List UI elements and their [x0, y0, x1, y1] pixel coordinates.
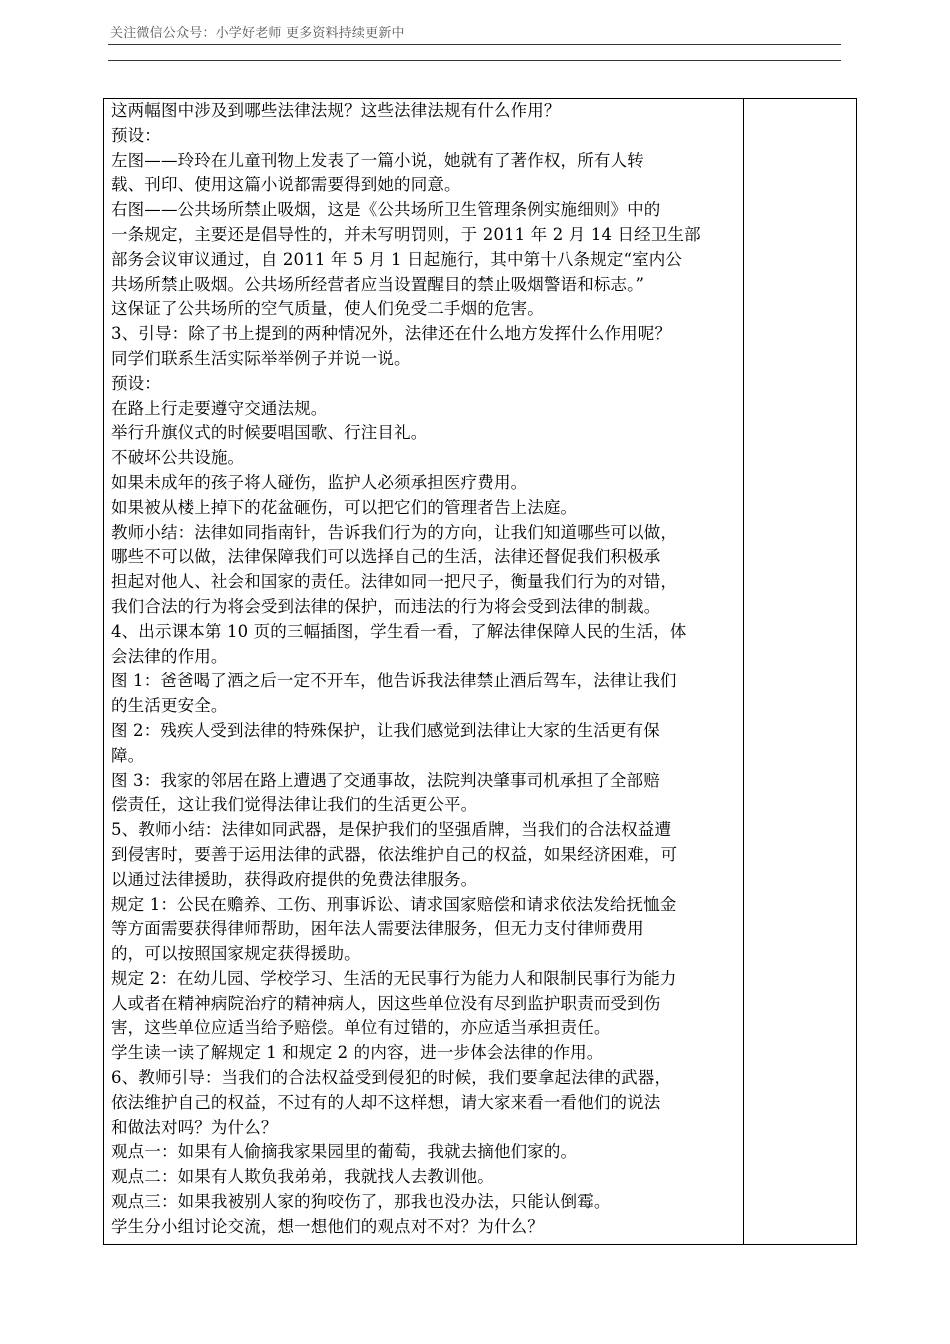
lesson-table — [103, 98, 857, 1245]
content-line: 观点三：如果我被别人家的狗咬伤了，那我也没办法，只能认倒霉。 — [111, 1192, 611, 1212]
content-line: 我们合法的行为将会受到法律的保护，而违法的行为将会受到法律的制裁。 — [111, 596, 661, 616]
content-line: 举行升旗仪式的时候要唱国歌、行注目礼。 — [111, 423, 428, 443]
content-line: 预设： — [111, 373, 161, 393]
content-line: 的，可以按照国家规定获得援助。 — [111, 944, 361, 964]
content-line: 预设： — [111, 125, 161, 145]
content-line: 观点一：如果有人偷摘我家果园里的葡萄，我就去摘他们家的。 — [111, 1142, 578, 1162]
content-line: 等方面需要获得律师帮助，困年法人需要法律服务，但无力支付律师费用 — [111, 919, 644, 939]
content-line: 教师小结：法律如同指南针，告诉我们行为的方向，让我们知道哪些可以做， — [111, 522, 678, 542]
content-line: 这两幅图中涉及到哪些法律法规？这些法律法规有什么作用？ — [111, 101, 561, 120]
content-line: 图 1：爸爸喝了酒之后一定不开车，他告诉我法律禁止酒后驾车，法律让我们 — [111, 671, 677, 691]
content-line: 图 3：我家的邻居在路上遭遇了交通事故，法院判决肇事司机承担了全部赔 — [111, 770, 660, 790]
content-line: 右图——公共场所禁止吸烟，这是《公共场所卫生管理条例实施细则》中的 — [111, 200, 661, 220]
content-line: 观点二：如果有人欺负我弟弟，我就找人去教训他。 — [111, 1167, 494, 1187]
content-line: 共场所禁止吸烟。公共场所经营者应当设置醒目的禁止吸烟警语和标志。” — [111, 274, 645, 294]
content-line: 如果被从楼上掉下的花盆砸伤，可以把它们的管理者告上法庭。 — [111, 497, 578, 517]
table-column-divider — [743, 99, 744, 1244]
header-rule-bottom — [108, 60, 841, 61]
content-line: 6、教师引导：当我们的合法权益受到侵犯的时候，我们要拿起法律的武器， — [111, 1068, 672, 1088]
content-line: 哪些不可以做，法律保障我们可以选择自己的生活，法律还督促我们积极承 — [111, 547, 661, 567]
content-line: 会法律的作用。 — [111, 646, 228, 666]
content-line: 规定 1：公民在赡养、工伤、刑事诉讼、请求国家赔偿和请求依法发给抚恤金 — [111, 894, 677, 914]
content-line: 依法维护自己的权益，不过有的人却不这样想，请大家来看一看他们的说法 — [111, 1092, 661, 1112]
content-line: 在路上行走要遵守交通法规。 — [111, 398, 328, 418]
content-line: 到侵害时，要善于运用法律的武器，依法维护自己的权益，如果经济困难，可 — [111, 844, 678, 864]
content-line: 的生活更安全。 — [111, 696, 228, 716]
content-line: 害，这些单位应适当给予赔偿。单位有过错的，亦应适当承担责任。 — [111, 1018, 611, 1038]
content-line: 偿责任，这让我们觉得法律让我们的生活更公平。 — [111, 795, 478, 815]
content-line: 左图——玲玲在儿童刊物上发表了一篇小说，她就有了著作权，所有人转 — [111, 150, 644, 170]
content-line: 和做法对吗？为什么？ — [111, 1117, 278, 1137]
content-line: 担起对他人、社会和国家的责任。法律如同一把尺子，衡量我们行为的对错， — [111, 572, 678, 592]
content-line: 部务会议审议通过，自 2011 年 5 月 1 日起施行，其中第十八条规定“室内公 — [111, 249, 683, 269]
content-line: 载、刊印、使用这篇小说都需要得到她的同意。 — [111, 175, 461, 195]
notes-cell — [746, 99, 856, 1244]
content-line: 人或者在精神病院治疗的精神病人，因这些单位没有尽到监护职责而受到伤 — [111, 993, 661, 1013]
content-line: 一条规定，主要还是倡导性的，并未写明罚则，于 2011 年 2 月 14 日经卫生部 — [111, 224, 701, 244]
header-rule-top — [108, 44, 841, 45]
content-line: 3、引导：除了书上提到的两种情况外，法律还在什么地方发挥什么作用呢？ — [111, 324, 672, 344]
content-line: 障。 — [111, 745, 145, 765]
lesson-content-cell — [111, 99, 739, 1240]
content-line: 以通过法律援助，获得政府提供的免费法律服务。 — [111, 869, 478, 889]
content-line: 4、出示课本第 10 页的三幅插图，学生看一看，了解法律保障人民的生活，体 — [111, 621, 687, 641]
content-line: 学生读一读了解规定 1 和规定 2 的内容，进一步体会法律的作用。 — [111, 1043, 604, 1063]
content-line: 不破坏公共设施。 — [111, 448, 245, 468]
content-line: 5、教师小结：法律如同武器，是保护我们的坚强盾牌，当我们的合法权益遭 — [111, 820, 672, 840]
content-line: 同学们联系生活实际举举例子并说一说。 — [111, 348, 411, 368]
content-line: 这保证了公共场所的空气质量，使人们免受二手烟的危害。 — [111, 299, 544, 319]
content-line: 如果未成年的孩子将人碰伤，监护人必须承担医疗费用。 — [111, 472, 528, 492]
content-line: 图 2：残疾人受到法律的特殊保护，让我们感觉到法律让大家的生活更有保 — [111, 720, 660, 740]
content-line: 学生分小组讨论交流，想一想他们的观点对不对？为什么？ — [111, 1216, 544, 1236]
header-watermark: 关注微信公众号：小学好老师 更多资料持续更新中 — [110, 26, 405, 41]
content-line: 规定 2：在幼儿园、学校学习、生活的无民事行为能力人和限制民事行为能力 — [111, 968, 677, 988]
